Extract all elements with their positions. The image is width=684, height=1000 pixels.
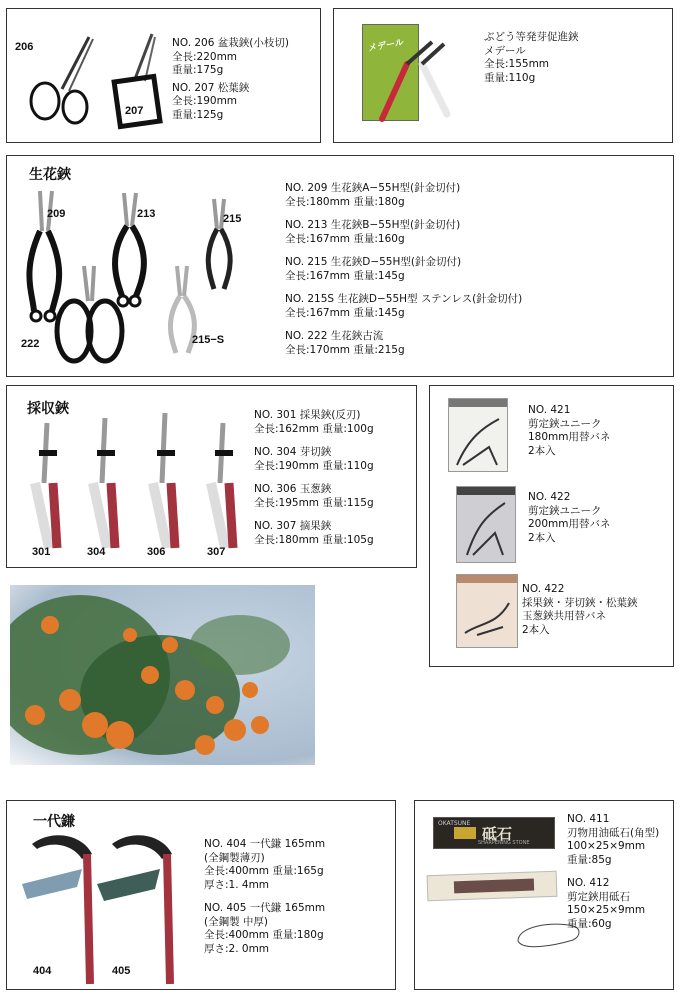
- box3-text: NO. 209 生花鋏A−55H型(針金切付) 全長:180mm 重量:180g NO. 213 生花鋏B−55H型(針金切付) 全長:167mm 重量:160g NO. 215 生花鋏D−55H型(針金切付) 全長:167mm 重量:145g NO. 215S 生花鋏D−55H型 ステンレス(針金切付) 全長:167mm 重量:145g NO. 222 生花鋏古流 全長:170mm 重量:215g: [285, 182, 523, 356]
- label-215s: 215−S: [192, 334, 225, 346]
- product-box-medel: [333, 8, 673, 143]
- medel-package-image: メデール: [362, 24, 457, 124]
- product-box-bonsai-shears: [6, 8, 321, 143]
- product-box-harvest-shears: [6, 385, 417, 568]
- ikebana-shears-illustration: [12, 171, 272, 371]
- box4-text: NO. 301 採果鋏(反刃) 全長:162mm 重量:100g NO. 304 芽切鋏 全長:190mm 重量:110g NO. 306 玉葱鋏 全長:195mm 重量:115g NO. 307 摘果鋏 全長:180mm 重量:105g: [254, 409, 374, 546]
- label-301: 301: [32, 546, 51, 558]
- box1-text: NO. 206 盆栽鋏(小枝切) 全長:220mm 重量:175g NO. 207 松葉鋏 全長:190mm 重量:125g: [172, 37, 289, 121]
- label-209: 209: [47, 208, 66, 220]
- product-box-ikebana-shears: [6, 155, 674, 377]
- label-215: 215: [223, 213, 242, 225]
- spring-package-image-2: [456, 486, 516, 563]
- product-box-sickles: [6, 800, 396, 990]
- label-213: 213: [137, 208, 156, 220]
- spring-package-image-1: [448, 398, 508, 472]
- label-304: 304: [87, 546, 106, 558]
- box7-text: NO. 411 刃物用油砥石(角型) 100×25×9mm 重量:85g NO. 412 剪定鋏用砥石 150×25×9mm 重量:60g: [567, 813, 660, 930]
- section-title-harvest: 採収鋏: [27, 401, 69, 417]
- product-box-sharpening-stones: [414, 800, 674, 990]
- label-306: 306: [147, 546, 166, 558]
- label-404: 404: [33, 965, 52, 977]
- harvest-shears-illustration: [17, 408, 247, 558]
- label-206: 206: [15, 41, 34, 53]
- oil-stone-package: OKATSUNE 砥石 SHARPENING STONE: [433, 817, 555, 849]
- spring-item-3-text: NO. 422 採果鋏・芽切鋏・松葉鋏 玉葱鋏共用替バネ 2本入: [522, 583, 638, 636]
- label-405: 405: [112, 965, 131, 977]
- bonsai-shears-illustration: [17, 19, 177, 139]
- label-222: 222: [21, 338, 40, 350]
- spring-item-1-text: NO. 421 剪定鋏ユニーク 180mm用替バネ 2本入: [528, 404, 611, 457]
- section-title-sickles: 一代鎌: [33, 814, 75, 830]
- spring-package-image-3: [456, 574, 518, 648]
- box6-text: NO. 404 一代鎌 165mm (全鋼製薄刃) 全長:400mm 重量:165g 厚さ:1. 4mm NO. 405 一代鎌 165mm (全鋼製 中厚) 全長:400mm 重量:180g 厚さ:2. 0mm: [204, 838, 326, 955]
- spring-item-2-text: NO. 422 剪定鋏ユニーク 200mm用替バネ 2本入: [528, 491, 611, 544]
- box2-text: ぶどう等発芽促進鋏 メデール 全長:155mm 重量:110g: [484, 31, 579, 84]
- pruner-stone-package: [427, 871, 558, 902]
- section-title-ikebana: 生花鋏: [29, 167, 71, 183]
- label-207: 207: [125, 105, 144, 117]
- label-307: 307: [207, 546, 226, 558]
- product-box-replacement-springs: [429, 385, 674, 667]
- orange-tree-photo: [10, 585, 315, 765]
